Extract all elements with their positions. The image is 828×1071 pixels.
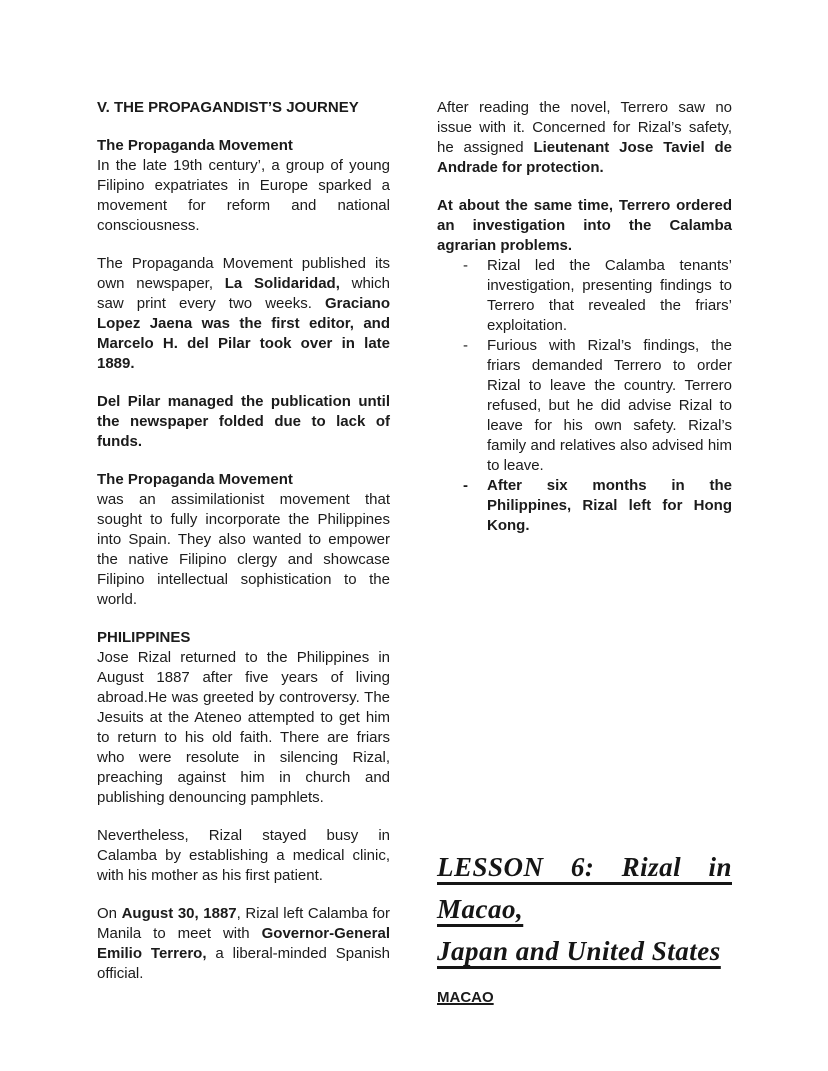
lesson-heading-line1: LESSON 6: Rizal in Macao, xyxy=(437,852,732,924)
paragraph-august-30 xyxy=(97,904,390,984)
paragraph-investigation: At about the same time, Terrero ordered an investigation into the Calamba agrarian problems. xyxy=(437,197,732,254)
paragraph-text: which saw print every two weeks. xyxy=(97,275,390,312)
right-column xyxy=(437,98,732,1008)
paragraph-text: a liberal-minded Spanish official. xyxy=(97,945,390,982)
paragraph-text: On xyxy=(97,905,122,922)
paragraph-text: Jose Rizal returned to the Philippines in August 1887 after five years of living abroad.He was greeted by controversy. The Jesuits at the Ateneo attempted to get him to return to his old faith. There are friars who were resolute in silencing Rizal, preaching against him in church and publishing denouncing pamphlets. xyxy=(97,649,390,806)
list-item-text: After six months in the Philippines, Rizal left for Hong Kong. xyxy=(487,477,732,534)
paragraph-text: was an assimilationist movement that sought to fully incorporate the Philippines into Spain. They also wanted to empower the native Filipino clergy and showcase Filipino intellectual sophistication to the world. xyxy=(97,491,390,608)
dash-bullet: - xyxy=(463,477,468,494)
list-item xyxy=(437,336,732,476)
paragraph-assimilationist xyxy=(97,470,390,610)
bold-run: La Solidaridad, xyxy=(224,275,340,292)
bold-run: Lieutenant Jose Taviel de Andrade for protection. xyxy=(437,139,732,176)
run-heading: The Propaganda Movement xyxy=(97,471,293,488)
paragraph-text: , Rizal left Calamba for Manila to meet with xyxy=(97,905,390,942)
left-column xyxy=(97,98,390,984)
run-heading: PHILIPPINES xyxy=(97,629,191,646)
paragraph-terrero-novel xyxy=(437,98,732,178)
lesson-6-heading xyxy=(437,846,732,972)
paragraph-text: In the late 19th century’, a group of young Filipino expatriates in Europe sparked a movement for reform and national consciousness. xyxy=(97,157,390,234)
section-title: V. THE PROPAGANDIST’S JOURNEY xyxy=(97,99,359,116)
paragraph-del-pilar: Del Pilar managed the publication until the newspaper folded due to lack of funds. xyxy=(97,393,390,450)
bold-run: Graciano Lopez Jaena was the first editor, and Marcelo H. del Pilar took over in late 1889. xyxy=(97,295,390,372)
paragraph-text: After reading the novel, Terrero saw no issue with it. Concerned for Rizal’s safety, he assigned xyxy=(437,99,732,156)
paragraph-calamba-clinic: Nevertheless, Rizal stayed busy in Calamba by establishing a medical clinic, with his mother as his first patient. xyxy=(97,827,390,884)
paragraph-philippines xyxy=(97,628,390,808)
paragraph-text: The Propaganda Movement published its own newspaper, xyxy=(97,255,390,292)
bold-run: Governor-General Emilio Terrero, xyxy=(97,925,390,962)
list-item-text: Rizal led the Calamba tenants’ investigation, presenting findings to Terrero that revealed the friars’ exploitation. xyxy=(487,257,732,334)
run-heading: The Propaganda Movement xyxy=(97,137,293,154)
list-item-text: Furious with Rizal’s findings, the friars demanded Terrero to order Rizal to leave the country. Terrero refused, but he did advise Rizal to leave for his own safety. Rizal’s family and relatives also advised him to leave. xyxy=(487,337,732,474)
paragraph-propaganda-movement-intro xyxy=(97,136,390,236)
dash-bullet: - xyxy=(463,337,468,354)
macao-heading: MACAO xyxy=(437,989,494,1006)
list-item xyxy=(437,476,732,536)
dash-bullet: - xyxy=(463,257,468,274)
bold-run: August 30, 1887 xyxy=(121,905,237,922)
list-item xyxy=(437,256,732,336)
dash-list xyxy=(437,256,732,536)
lesson-heading-line2: Japan and United States xyxy=(437,936,721,966)
paragraph-la-solidaridad xyxy=(97,254,390,374)
